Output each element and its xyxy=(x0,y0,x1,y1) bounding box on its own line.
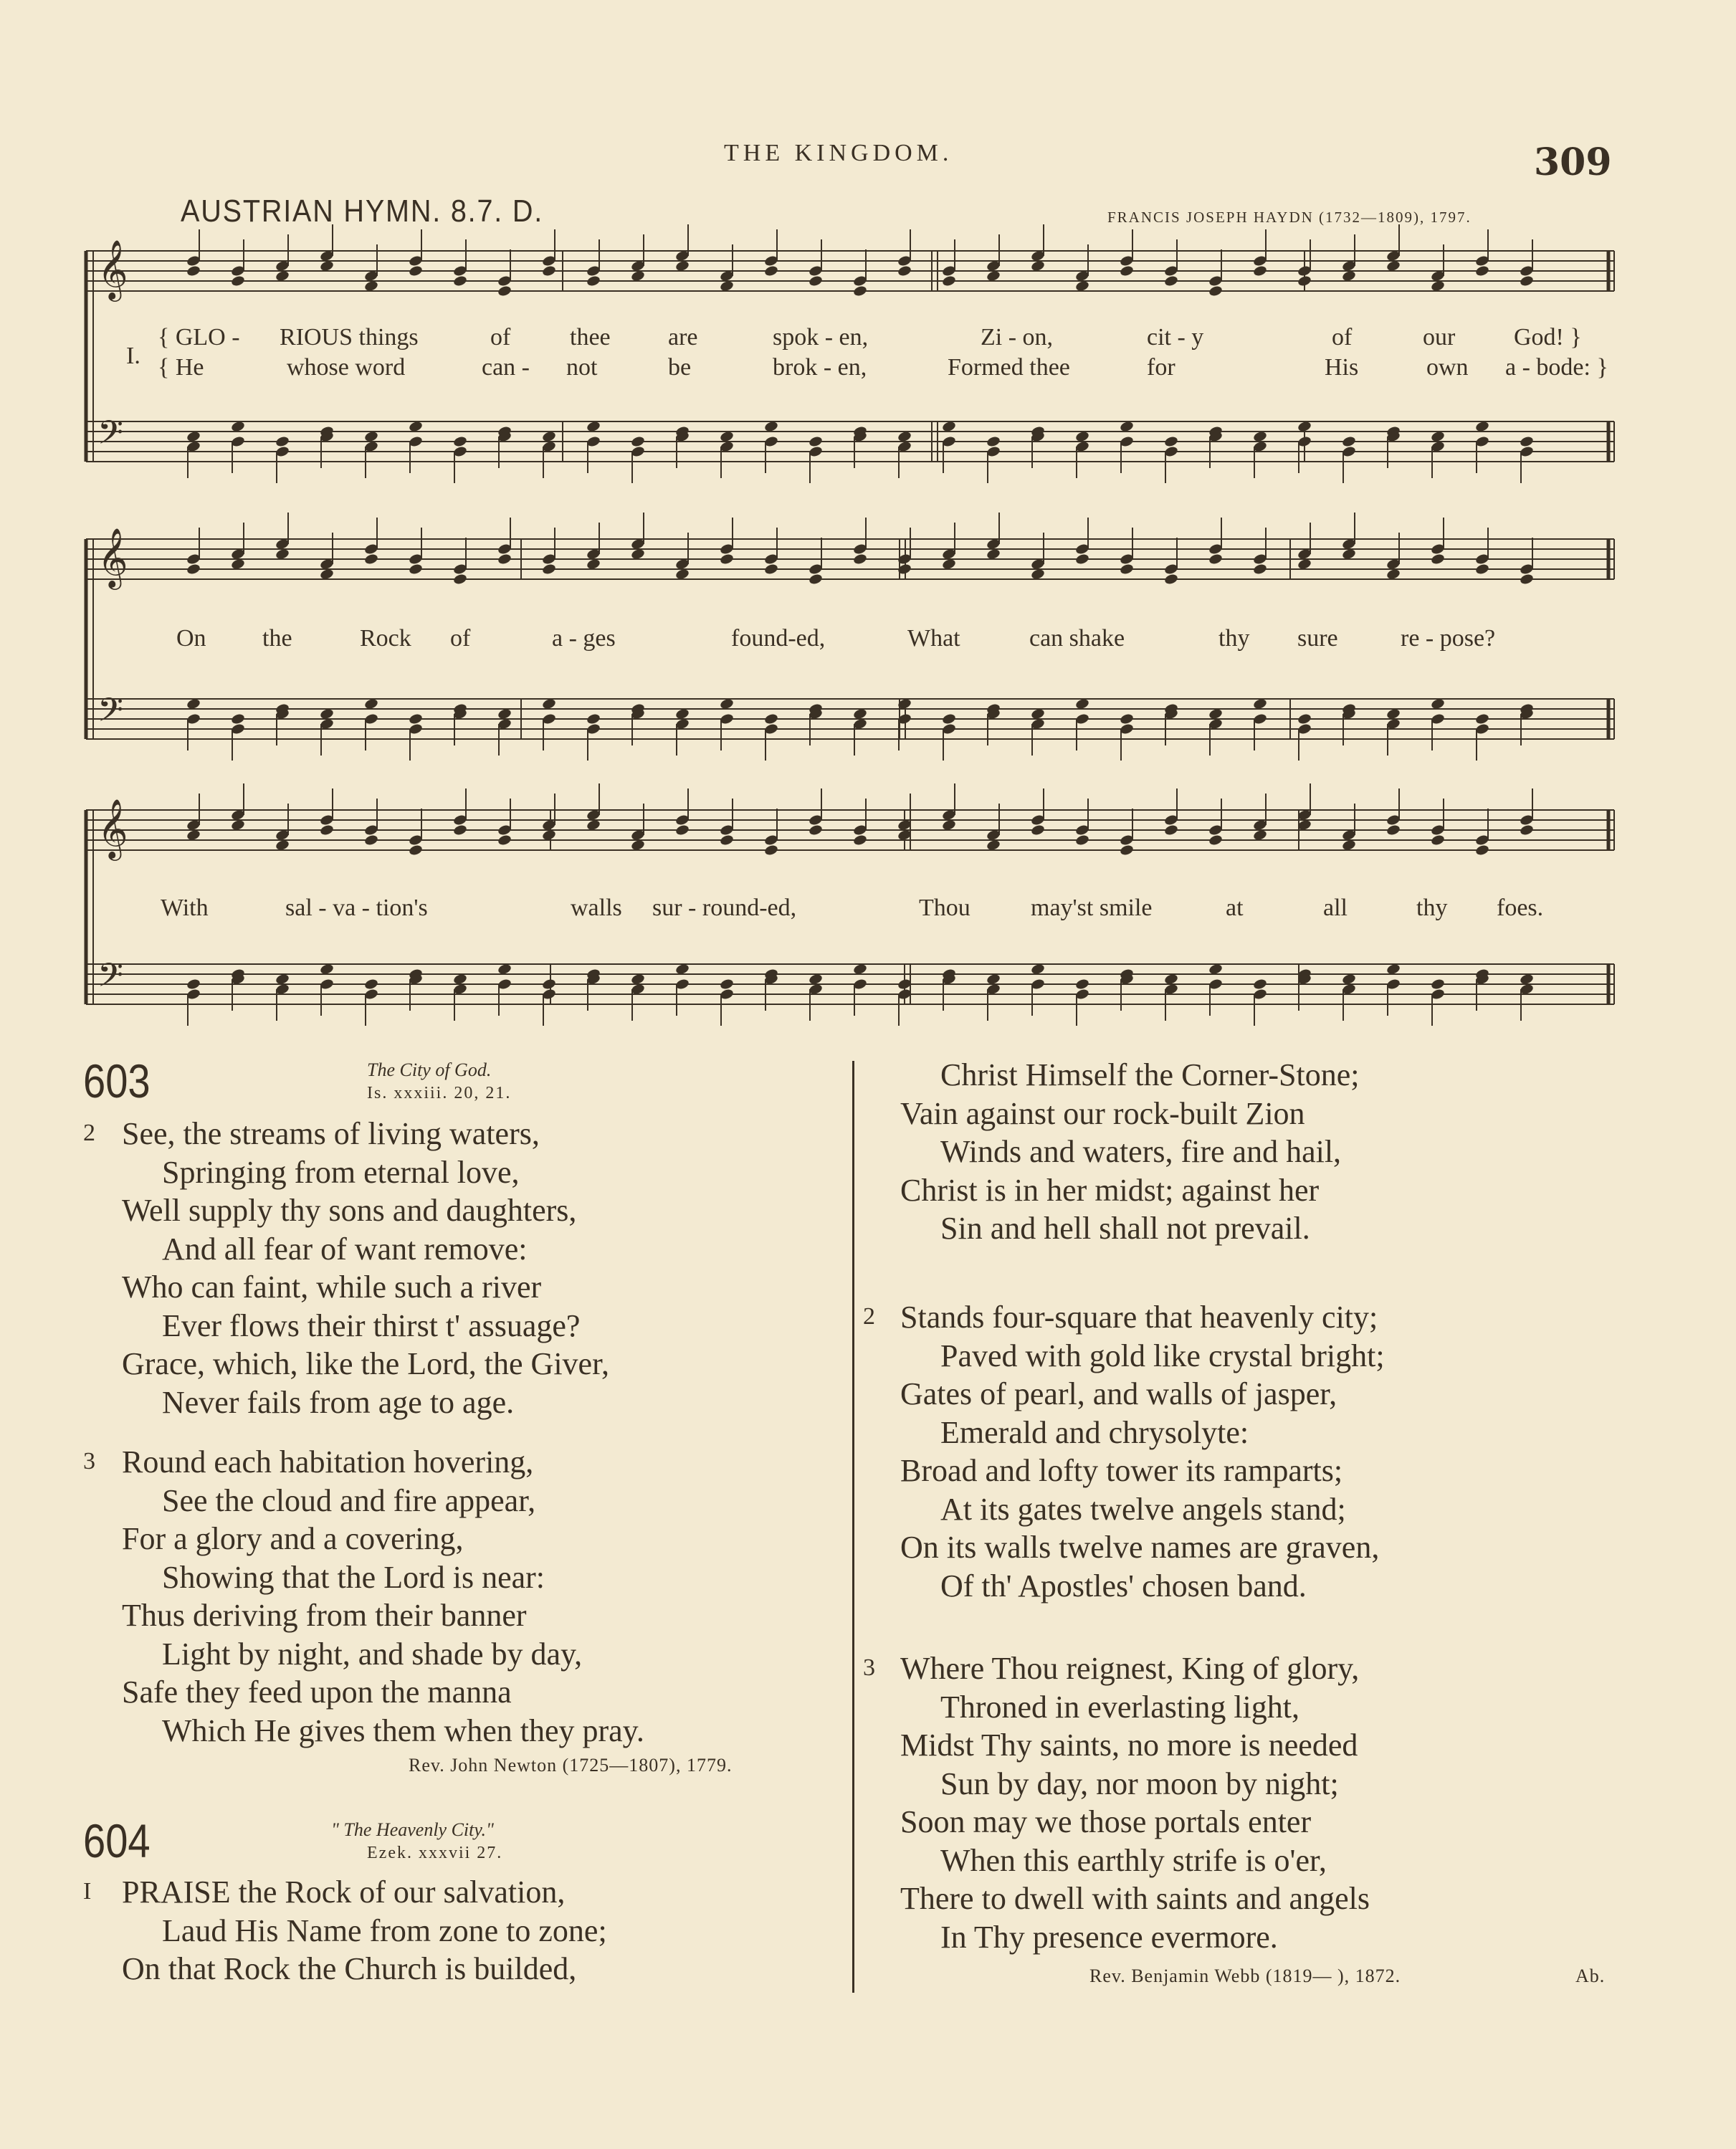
note-head xyxy=(452,275,467,287)
hymn-line: See, the streams of living waters, xyxy=(122,1116,540,1151)
bass-clef-icon: 𝄢 xyxy=(97,691,124,738)
lyric-syllable: thy xyxy=(1416,895,1448,921)
page-number: 309 xyxy=(1534,140,1612,184)
note-head xyxy=(897,265,912,277)
stanza-number: 3 xyxy=(863,1654,875,1681)
note-head xyxy=(808,573,823,585)
hymn-603-number: 603 xyxy=(83,1054,151,1107)
note-head xyxy=(1297,713,1312,725)
note-head xyxy=(1430,978,1445,990)
hymn-line: Gates of pearl, and walls of jasper, xyxy=(900,1376,1337,1411)
hymn-line: Stands four-square that heavenly city; xyxy=(900,1300,1378,1335)
note-head xyxy=(452,573,467,585)
note-head xyxy=(1252,978,1267,990)
abridged-mark: Ab. xyxy=(1575,1965,1606,1986)
note-head xyxy=(1519,573,1534,585)
note-head xyxy=(808,824,823,836)
treble-clef-icon: 𝄞 xyxy=(97,239,128,299)
lyric-syllable: sure xyxy=(1297,625,1338,652)
note-head xyxy=(719,834,734,846)
hymn-line: Throned in everlasting light, xyxy=(940,1689,1299,1725)
lyric-syllable: be xyxy=(668,354,692,381)
note-head xyxy=(1208,553,1223,565)
note-head xyxy=(1474,713,1489,725)
note-head xyxy=(452,824,467,836)
note-head xyxy=(230,713,245,725)
lyric-syllable: What xyxy=(907,625,960,652)
lyric-syllable: all xyxy=(1323,895,1348,921)
music-verse-number: I. xyxy=(126,343,140,369)
note-head xyxy=(1386,824,1401,836)
hymn-line: Of th' Apostles' chosen band. xyxy=(940,1568,1307,1604)
lyric-syllable: With xyxy=(161,895,209,921)
hymn-line: Where Thou reignest, King of glory, xyxy=(900,1651,1360,1686)
note-head xyxy=(1252,563,1267,575)
lyric-syllable: of xyxy=(450,625,471,652)
note-head xyxy=(363,834,378,846)
hymn-604-title: " The Heavenly City." xyxy=(331,1819,494,1840)
lyric-syllable: His xyxy=(1325,354,1359,381)
hymn-line: Safe they feed upon the manna xyxy=(122,1674,512,1710)
hymn-line: Christ is in her midst; against her xyxy=(900,1172,1320,1208)
lyric-syllable: Rock xyxy=(360,625,411,652)
note-head xyxy=(275,435,290,447)
hymn-line: Ever flows their thirst t' assuage? xyxy=(162,1307,581,1343)
hymn-line: Never fails from age to age. xyxy=(162,1384,515,1420)
stanza-number: 3 xyxy=(83,1448,95,1474)
hymn-line: When this earthly strife is o'er, xyxy=(940,1842,1327,1878)
note-head xyxy=(1474,844,1489,856)
lyric-syllable: found-ed, xyxy=(731,625,826,652)
note-head xyxy=(1519,275,1534,287)
note-head xyxy=(1252,265,1267,277)
note-head xyxy=(408,265,423,277)
lyric-syllable: the xyxy=(262,625,292,652)
hymn-line: Winds and waters, fire and hail, xyxy=(940,1134,1342,1169)
note-head xyxy=(1474,265,1489,277)
note-head xyxy=(719,978,734,990)
stanza-number: 2 xyxy=(863,1303,875,1330)
note-head xyxy=(1163,275,1178,287)
note-head xyxy=(763,844,778,856)
note-head xyxy=(1163,824,1178,836)
note-head xyxy=(852,834,867,846)
lyric-syllable: God! } xyxy=(1514,324,1582,351)
hymn-line: On that Rock the Church is builded, xyxy=(122,1951,577,1986)
lyric-syllable: sur - round-ed, xyxy=(652,895,797,921)
note-head xyxy=(852,285,867,297)
lyric-syllable: brok - en, xyxy=(773,354,867,381)
note-head xyxy=(408,563,423,575)
stanza-number: I xyxy=(83,1878,92,1905)
tune-title: AUSTRIAN HYMN. 8.7. D. xyxy=(181,194,544,229)
note-head xyxy=(852,553,867,565)
hymn-line: Grace, which, like the Lord, the Giver, xyxy=(122,1346,609,1381)
lyric-syllable: On xyxy=(176,625,206,652)
note-head xyxy=(497,834,512,846)
hymn-line: There to dwell with saints and angels xyxy=(900,1881,1370,1916)
note-head xyxy=(1519,824,1534,836)
note-head xyxy=(763,563,778,575)
bass-clef-icon: 𝄢 xyxy=(97,956,124,1003)
note-head xyxy=(363,978,378,990)
lyric-syllable: of xyxy=(1332,324,1353,351)
note-head xyxy=(1208,834,1223,846)
running-head: THE KINGDOM. xyxy=(724,140,953,166)
note-head xyxy=(1074,978,1089,990)
note-head xyxy=(408,844,423,856)
hymn-line: Vain against our rock-built Zion xyxy=(900,1095,1305,1131)
hymn-line: Sun by day, nor moon by night; xyxy=(940,1766,1339,1801)
note-head xyxy=(630,435,645,447)
note-head xyxy=(1474,563,1489,575)
lyric-syllable: for xyxy=(1147,354,1175,381)
hymn-line: PRAISE the Rock of our salvation, xyxy=(122,1874,566,1910)
bass-clef-icon: 𝄢 xyxy=(97,414,124,460)
lyric-syllable: can - xyxy=(482,354,530,381)
lyric-syllable: sal - va - tion's xyxy=(285,895,428,921)
hymn-604-number: 604 xyxy=(83,1814,151,1867)
note-head xyxy=(230,275,245,287)
composer-credit: FRANCIS JOSEPH HAYDN (1732—1809), 1797. xyxy=(1107,209,1472,226)
lyric-syllable: walls xyxy=(571,895,622,921)
hymn-line: Thus deriving from their banner xyxy=(122,1598,527,1633)
note-head xyxy=(1341,435,1356,447)
lyric-syllable: not xyxy=(566,354,598,381)
note-head xyxy=(941,275,956,287)
lyric-syllable: a - ges xyxy=(552,625,616,652)
note-head xyxy=(986,435,1001,447)
lyric-syllable: Thou xyxy=(919,895,970,921)
lyric-syllable: foes. xyxy=(1497,895,1544,921)
hymn-line: Who can faint, while such a river xyxy=(122,1269,542,1305)
music-score xyxy=(0,0,1736,1032)
lyric-syllable: re - pose? xyxy=(1401,625,1496,652)
lyric-syllable: { He xyxy=(158,354,204,381)
hymn-line: Paved with gold like crystal bright; xyxy=(940,1338,1385,1373)
lyric-syllable: thee xyxy=(570,324,611,351)
note-head xyxy=(941,713,956,725)
treble-clef-icon: 𝄞 xyxy=(97,527,128,587)
note-head xyxy=(186,563,201,575)
hymn-line: Soon may we those portals enter xyxy=(900,1804,1312,1839)
note-head xyxy=(1119,265,1134,277)
note-head xyxy=(763,713,778,725)
note-head xyxy=(1430,553,1445,565)
note-head xyxy=(1297,275,1312,287)
note-head xyxy=(586,275,601,287)
lyric-syllable: can shake xyxy=(1029,625,1125,652)
hymn-line: On its walls twelve names are graven, xyxy=(900,1530,1380,1565)
note-head xyxy=(541,978,556,990)
note-head xyxy=(186,265,201,277)
lyric-syllable: RIOUS things xyxy=(280,324,419,351)
hymn-603-reference: Is. xxxiii. 20, 21. xyxy=(367,1084,512,1102)
note-head xyxy=(497,285,512,297)
column-divider xyxy=(852,1061,854,1993)
hymn-line: Which He gives them when they pray. xyxy=(162,1712,644,1748)
lyric-syllable: cit - y xyxy=(1147,324,1204,351)
lyric-syllable: own xyxy=(1426,354,1469,381)
hymn-603-title: The City of God. xyxy=(367,1059,492,1080)
note-head xyxy=(1208,285,1223,297)
lyric-syllable: whose word xyxy=(287,354,406,381)
note-head xyxy=(1119,563,1134,575)
hymn-line: For a glory and a covering, xyxy=(122,1521,464,1556)
note-head xyxy=(719,553,734,565)
hymn-line: Sin and hell shall not prevail. xyxy=(940,1211,1310,1246)
hymn-line: Laud His Name from zone to zone; xyxy=(162,1912,607,1948)
hymn-line: At its gates twelve angels stand; xyxy=(940,1491,1346,1527)
hymn-line: Showing that the Lord is near: xyxy=(162,1559,545,1595)
note-head xyxy=(541,265,556,277)
note-head xyxy=(1119,844,1134,856)
hymn-line: Midst Thy saints, no more is needed xyxy=(900,1728,1358,1763)
note-head xyxy=(1030,824,1045,836)
lyric-syllable: Zi - on, xyxy=(981,324,1054,351)
note-head xyxy=(1430,834,1445,846)
lyric-syllable: of xyxy=(490,324,511,351)
lyric-syllable: at xyxy=(1226,895,1244,921)
note-head xyxy=(1519,435,1534,447)
note-head xyxy=(319,824,334,836)
lyric-syllable: spok - en, xyxy=(773,324,869,351)
note-head xyxy=(452,435,467,447)
hymn-line: In Thy presence evermore. xyxy=(940,1919,1278,1955)
hymn-line: Broad and lofty tower its ramparts; xyxy=(900,1453,1343,1488)
note-head xyxy=(541,563,556,575)
hymn-line: Emerald and chrysolyte: xyxy=(940,1414,1249,1450)
lyric-syllable: thy xyxy=(1218,625,1250,652)
lyric-syllable: are xyxy=(668,324,698,351)
note-head xyxy=(586,713,601,725)
lyric-syllable: may'st smile xyxy=(1031,895,1153,921)
note-head xyxy=(1074,834,1089,846)
note-head xyxy=(1163,573,1178,585)
note-head xyxy=(186,978,201,990)
lyric-syllable: our xyxy=(1423,324,1456,351)
treble-clef-icon: 𝄞 xyxy=(97,798,128,858)
lyric-syllable: { GLO - xyxy=(158,324,240,351)
hymn-604-reference: Ezek. xxxvii 27. xyxy=(367,1844,503,1862)
note-head xyxy=(1074,553,1089,565)
note-head xyxy=(363,553,378,565)
lyric-syllable: a - bode: } xyxy=(1505,354,1608,381)
note-head xyxy=(1119,713,1134,725)
hymn-line: And all fear of want remove: xyxy=(162,1231,528,1267)
note-head xyxy=(808,435,823,447)
note-head xyxy=(763,265,778,277)
hymn-604-author: Rev. Benjamin Webb (1819— ), 1872. xyxy=(1089,1965,1401,1986)
hymn-line: Well supply thy sons and daughters, xyxy=(122,1193,577,1228)
hymn-line: Light by night, and shade by day, xyxy=(162,1636,583,1672)
note-head xyxy=(408,713,423,725)
hymn-603-author: Rev. John Newton (1725—1807), 1779. xyxy=(409,1755,733,1776)
lyric-syllable: Formed thee xyxy=(948,354,1070,381)
hymn-line: See the cloud and fire appear, xyxy=(162,1482,536,1518)
note-head xyxy=(1163,435,1178,447)
note-head xyxy=(674,824,690,836)
hymn-line: Springing from eternal love, xyxy=(162,1154,520,1190)
stanza-number: 2 xyxy=(83,1120,95,1146)
note-head xyxy=(808,275,823,287)
note-head xyxy=(497,553,512,565)
hymn-line: Christ Himself the Corner-Stone; xyxy=(940,1057,1360,1092)
hymn-line: Round each habitation hovering, xyxy=(122,1444,534,1479)
